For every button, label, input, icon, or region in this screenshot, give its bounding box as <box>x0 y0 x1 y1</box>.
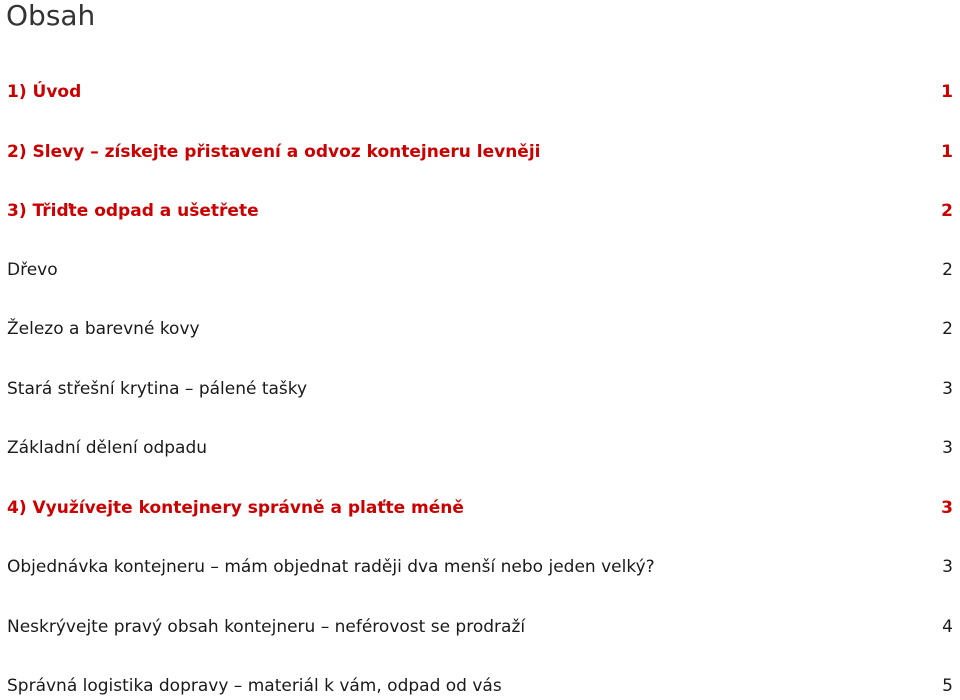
toc-entry-page-number: 2 <box>941 201 953 221</box>
toc-entry-page-number: 3 <box>941 498 953 518</box>
toc-entry-neskryvejte[interactable] <box>7 613 953 641</box>
toc-entry-label: 4) Využívejte kontejnery správně a plaťte méně <box>7 498 464 518</box>
toc-entry-label: Objednávka kontejneru – mám objednat raději dva menší nebo jeden velký? <box>7 557 655 577</box>
toc-entry-zelezo[interactable] <box>7 315 953 343</box>
toc-entry-deleni-odpadu[interactable] <box>7 434 953 462</box>
page-title: Obsah <box>6 0 96 32</box>
toc-entry-label: Stará střešní krytina – pálené tašky <box>7 379 308 399</box>
toc-entry-label: 3) Třiďte odpad a ušetřete <box>7 201 259 221</box>
toc-entry-page-number: 2 <box>942 319 953 339</box>
toc-entry-label: 2) Slevy – získejte přistavení a odvoz kontejneru levněji <box>7 142 541 162</box>
toc-entry-page-number: 1 <box>941 82 953 102</box>
toc-entry-page-number: 4 <box>942 617 953 637</box>
toc-entry-logistika[interactable] <box>7 672 953 700</box>
toc-entry-label: Správná logistika dopravy – materiál k vám, odpad od vás <box>7 676 502 696</box>
toc-entry-stresni-krytina[interactable] <box>7 375 953 403</box>
toc-entry-label: Neskrývejte pravý obsah kontejneru – neférovost se prodraží <box>7 617 526 637</box>
toc-entry-slevy[interactable] <box>7 138 953 166</box>
toc-entry-page-number: 1 <box>941 142 953 162</box>
toc-entry-label: 1) Úvod <box>7 82 82 102</box>
toc-entry-vyuzivejte-kontejnery[interactable] <box>7 494 953 522</box>
toc-entry-page-number: 3 <box>942 438 953 458</box>
toc-entry-label: Železo a barevné kovy <box>7 319 200 339</box>
toc-entry-drevo[interactable] <box>7 256 953 284</box>
toc-entry-label: Dřevo <box>7 260 58 280</box>
toc-entry-page-number: 3 <box>942 557 953 577</box>
toc-entry-objednavka[interactable] <box>7 553 953 581</box>
toc-entry-tridte-odpad[interactable] <box>7 197 953 225</box>
toc-entry-page-number: 2 <box>942 260 953 280</box>
toc-entry-page-number: 5 <box>942 676 953 696</box>
toc-entry-label: Základní dělení odpadu <box>7 438 208 458</box>
toc-entry-uvod[interactable] <box>7 78 953 106</box>
toc-entry-page-number: 3 <box>942 379 953 399</box>
